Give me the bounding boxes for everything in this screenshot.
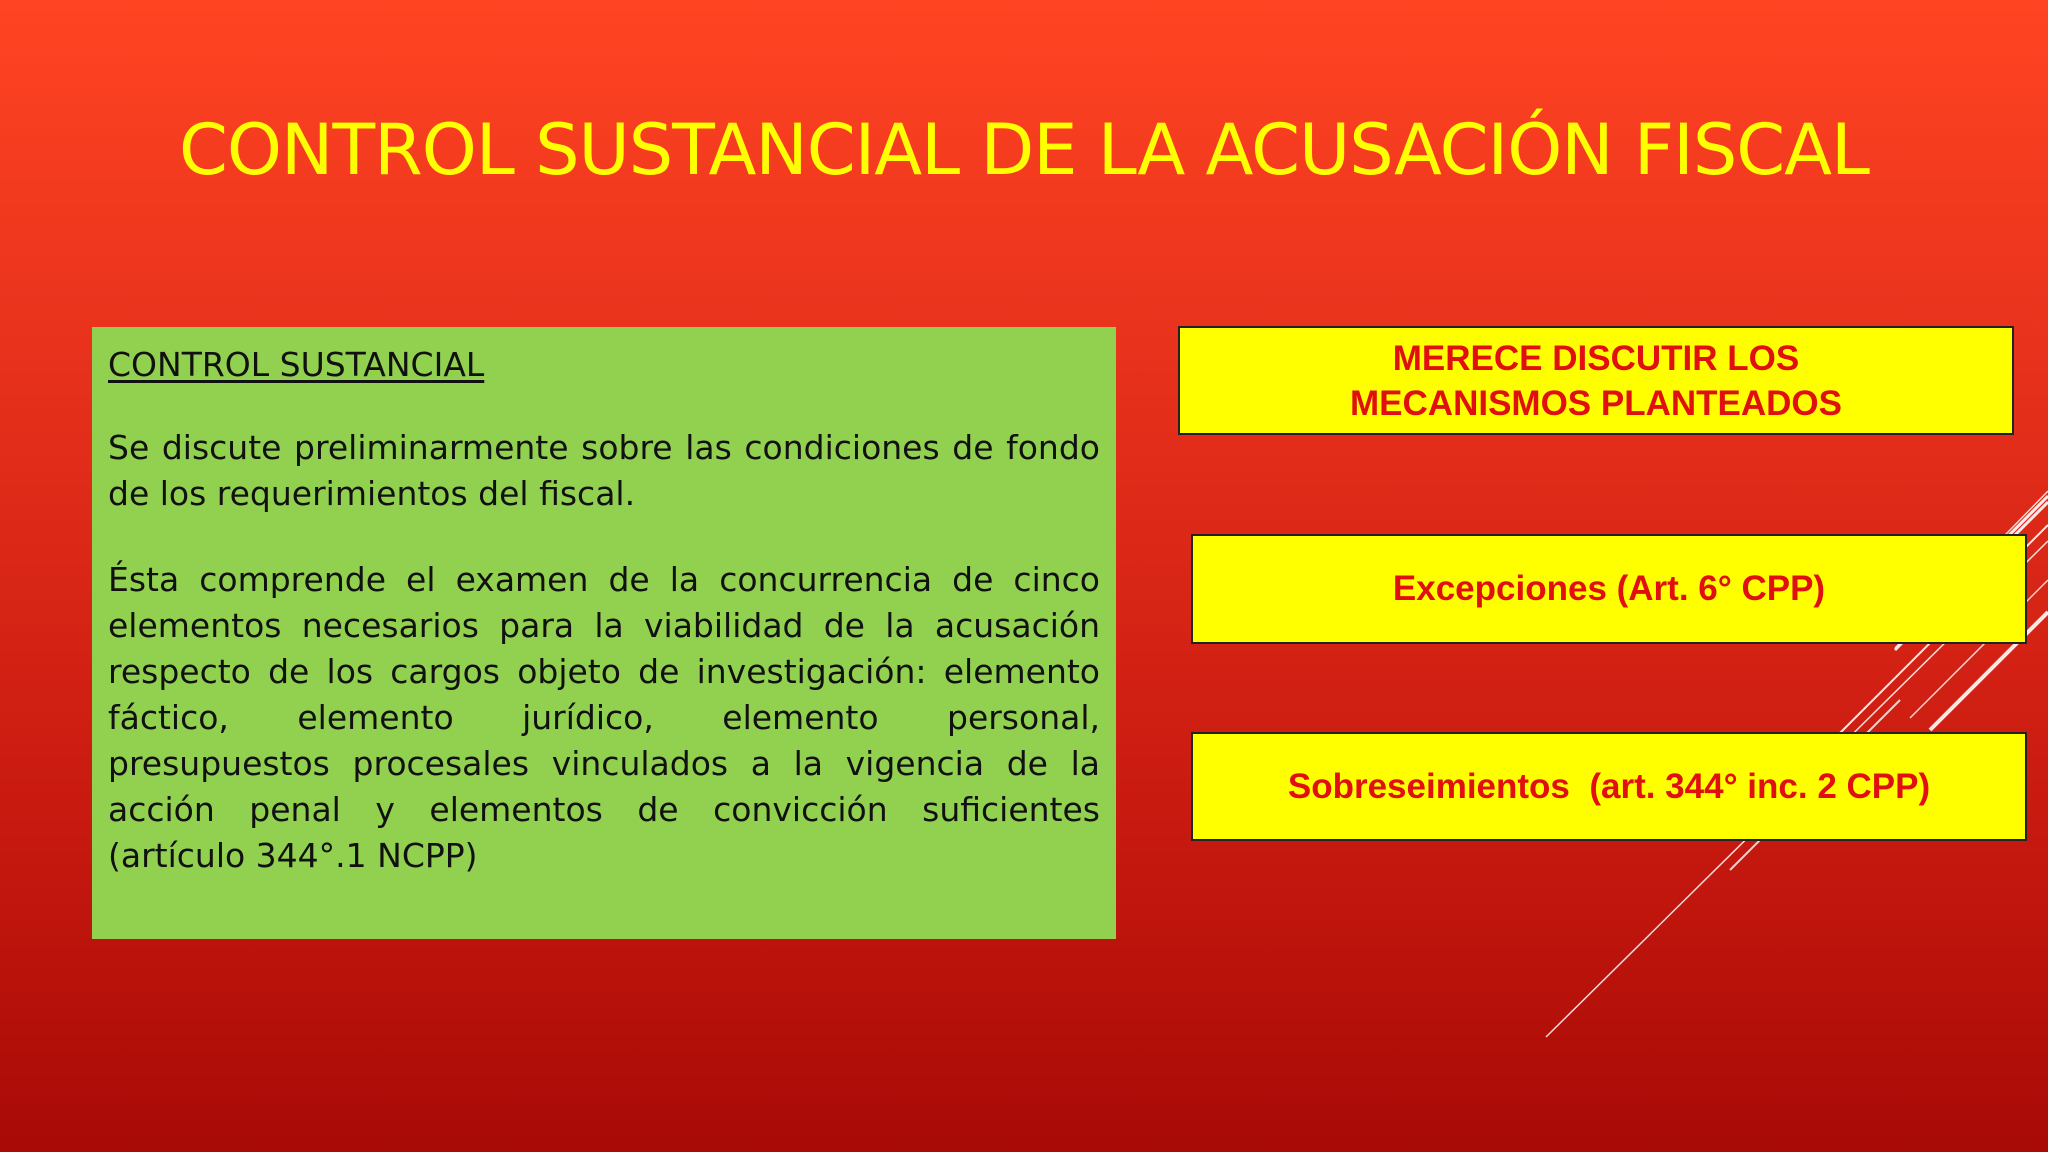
mechanisms-box (1178, 326, 2014, 435)
control-sustancial-panel (92, 327, 1116, 939)
sobreseimientos-box-label: Sobreseimientos (art. 344° inc. 2 CPP) (1287, 766, 1931, 806)
panel-paragraph-1: Se discute preliminarmente sobre las condiciones de fondo de los requerimientos del fiscal. (108, 428, 1100, 513)
excepciones-box (1191, 534, 2027, 644)
mechanisms-box-label: MERECE DISCUTIR LOS MECANISMOS PLANTEADOS (1350, 338, 1842, 423)
excepciones-box-label: Excepciones (Art. 6° CPP) (1392, 569, 1826, 608)
sobreseimientos-box (1191, 732, 2027, 841)
panel-heading: CONTROL SUSTANCIAL (108, 345, 485, 384)
slide-title: CONTROL SUSTANCIAL DE LA ACUSACIÓN FISCAL (178, 109, 1870, 191)
panel-paragraph-2: Ésta comprende el examen de la concurrencia de cinco elementos necesarios para la viabilidad de la acusación respecto de los cargos objeto de investigación: elemento fáctico, elemento jurídico, elemento personal, presupuestos procesales vinculados a la vigencia de la acción penal y elementos de convicción suficientes (artículo 344°.1 NCPP) (108, 560, 1100, 875)
